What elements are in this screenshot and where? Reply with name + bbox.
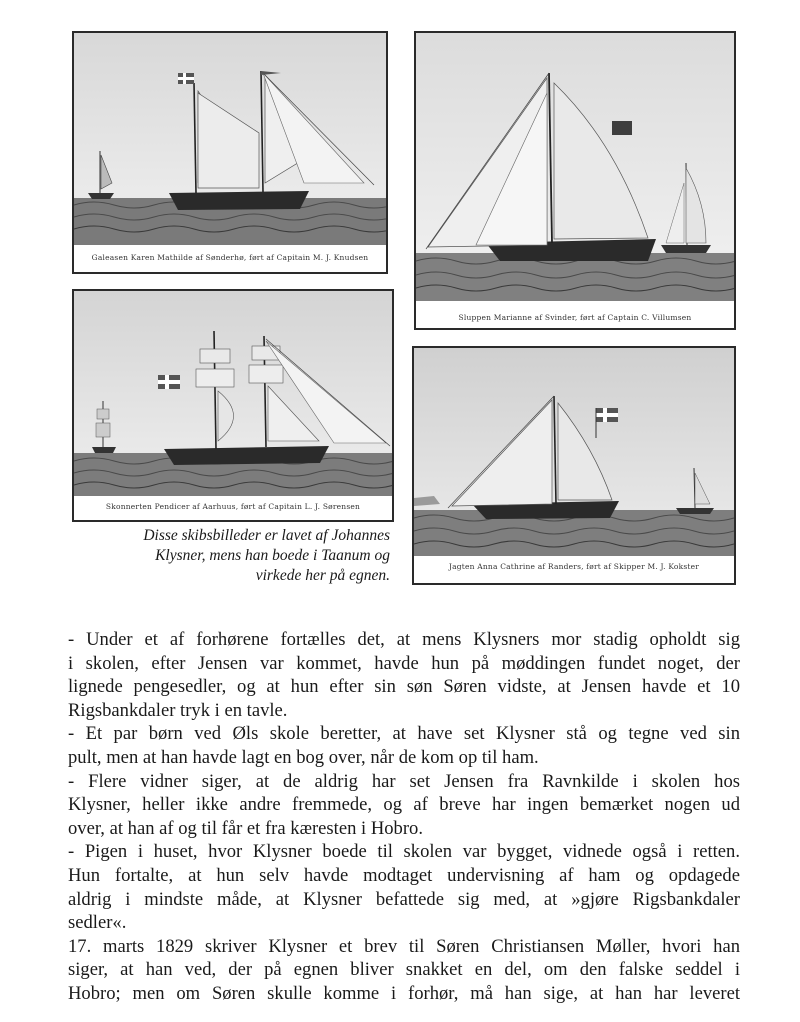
ship-painting-jagt: [414, 348, 734, 556]
ship-painting-skonnert: [74, 291, 392, 496]
text-line: pult, men at han havde lagt en bog over, når de kom op til ham.: [68, 746, 539, 768]
photo-caption-line: virkede her på egnen.: [255, 567, 390, 584]
ship-plate-galeas: [72, 31, 388, 274]
text-line: Rigsbankdaler tryk i en tavle.: [68, 699, 288, 721]
ship-painting-slup: [416, 33, 734, 301]
text-line: 17. marts 1829 skriver Klysner et brev til Søren Christiansen Møller, hvori han: [68, 935, 740, 957]
plate-caption: Skonnerten Pendicer af Aarhuus, ført af Capitain L. J. Sørensen: [105, 502, 361, 511]
photo-caption-line: Disse skibsbilleder er lavet af Johannes: [143, 527, 390, 544]
text-line: - Pigen i huset, hvor Klysner boede til skolen var bygget, vidnede også i retten.: [68, 841, 740, 863]
ship-painting-galeas: [74, 33, 386, 245]
text-line: lignede pengesedler, og at hun efter sin søn Søren vidste, at Jensen havde et 10: [68, 676, 740, 698]
plate-caption: Jagten Anna Cathrine af Randers, ført af Skipper M. J. Kokster: [448, 562, 700, 571]
ship-plate-slup: [414, 31, 736, 330]
ship-plate-skonnert: [72, 289, 394, 522]
paragraph: [68, 628, 740, 722]
text-line: i skolen, efter Jensen var kommet, havde hun på møddingen fundet noget, der: [68, 652, 740, 674]
plate-caption: Galeasen Karen Mathilde af Sønderhø, ført af Capitain M. J. Knudsen: [91, 253, 369, 262]
text-line: - Flere vidner siger, at de aldrig har set Jensen fra Ravnkilde i skolen hos: [68, 770, 740, 792]
paragraph: [68, 935, 740, 1006]
text-line: - Under et af forhørene fortælles det, at mens Klysners mor stadig opholdt sig: [68, 629, 740, 650]
paragraph: [68, 840, 740, 934]
paragraph: [68, 722, 740, 769]
text-line: Hun fortalte, at hun selv havde modtaget undervisning af ham og opdagede: [68, 864, 740, 886]
photo-caption-line: Klysner, mens han boede i Taanum og: [155, 547, 390, 564]
text-line: Klysner, heller ikke andre fremmede, og af breve har ingen bemærket nogen ud: [68, 794, 740, 816]
ship-plate-jagt: [412, 346, 736, 585]
paragraph: [68, 770, 740, 841]
body-text: [68, 628, 740, 1006]
text-line: over, at han af og til får et fra kæresten i Hobro.: [68, 817, 423, 839]
text-line: siger, at han ved, der på egnen bliver snakket en del, om den falske seddel i: [68, 959, 740, 981]
plate-caption: Sluppen Marianne af Svinder, ført af Captain C. Villumsen: [458, 313, 692, 322]
text-line: sedler«.: [68, 912, 127, 934]
text-line: Hobro; men om Søren skulle komme i forhør, må han sige, at han har leveret: [68, 982, 740, 1004]
text-line: - Et par børn ved Øls skole beretter, at have set Klysner stå og tegne ved sin: [68, 723, 740, 745]
photo-caption: [60, 526, 390, 586]
text-line: aldrig i mindste måde, at Klysner befattede sig med, at »gjøre Rigsbankdaler: [68, 888, 740, 910]
